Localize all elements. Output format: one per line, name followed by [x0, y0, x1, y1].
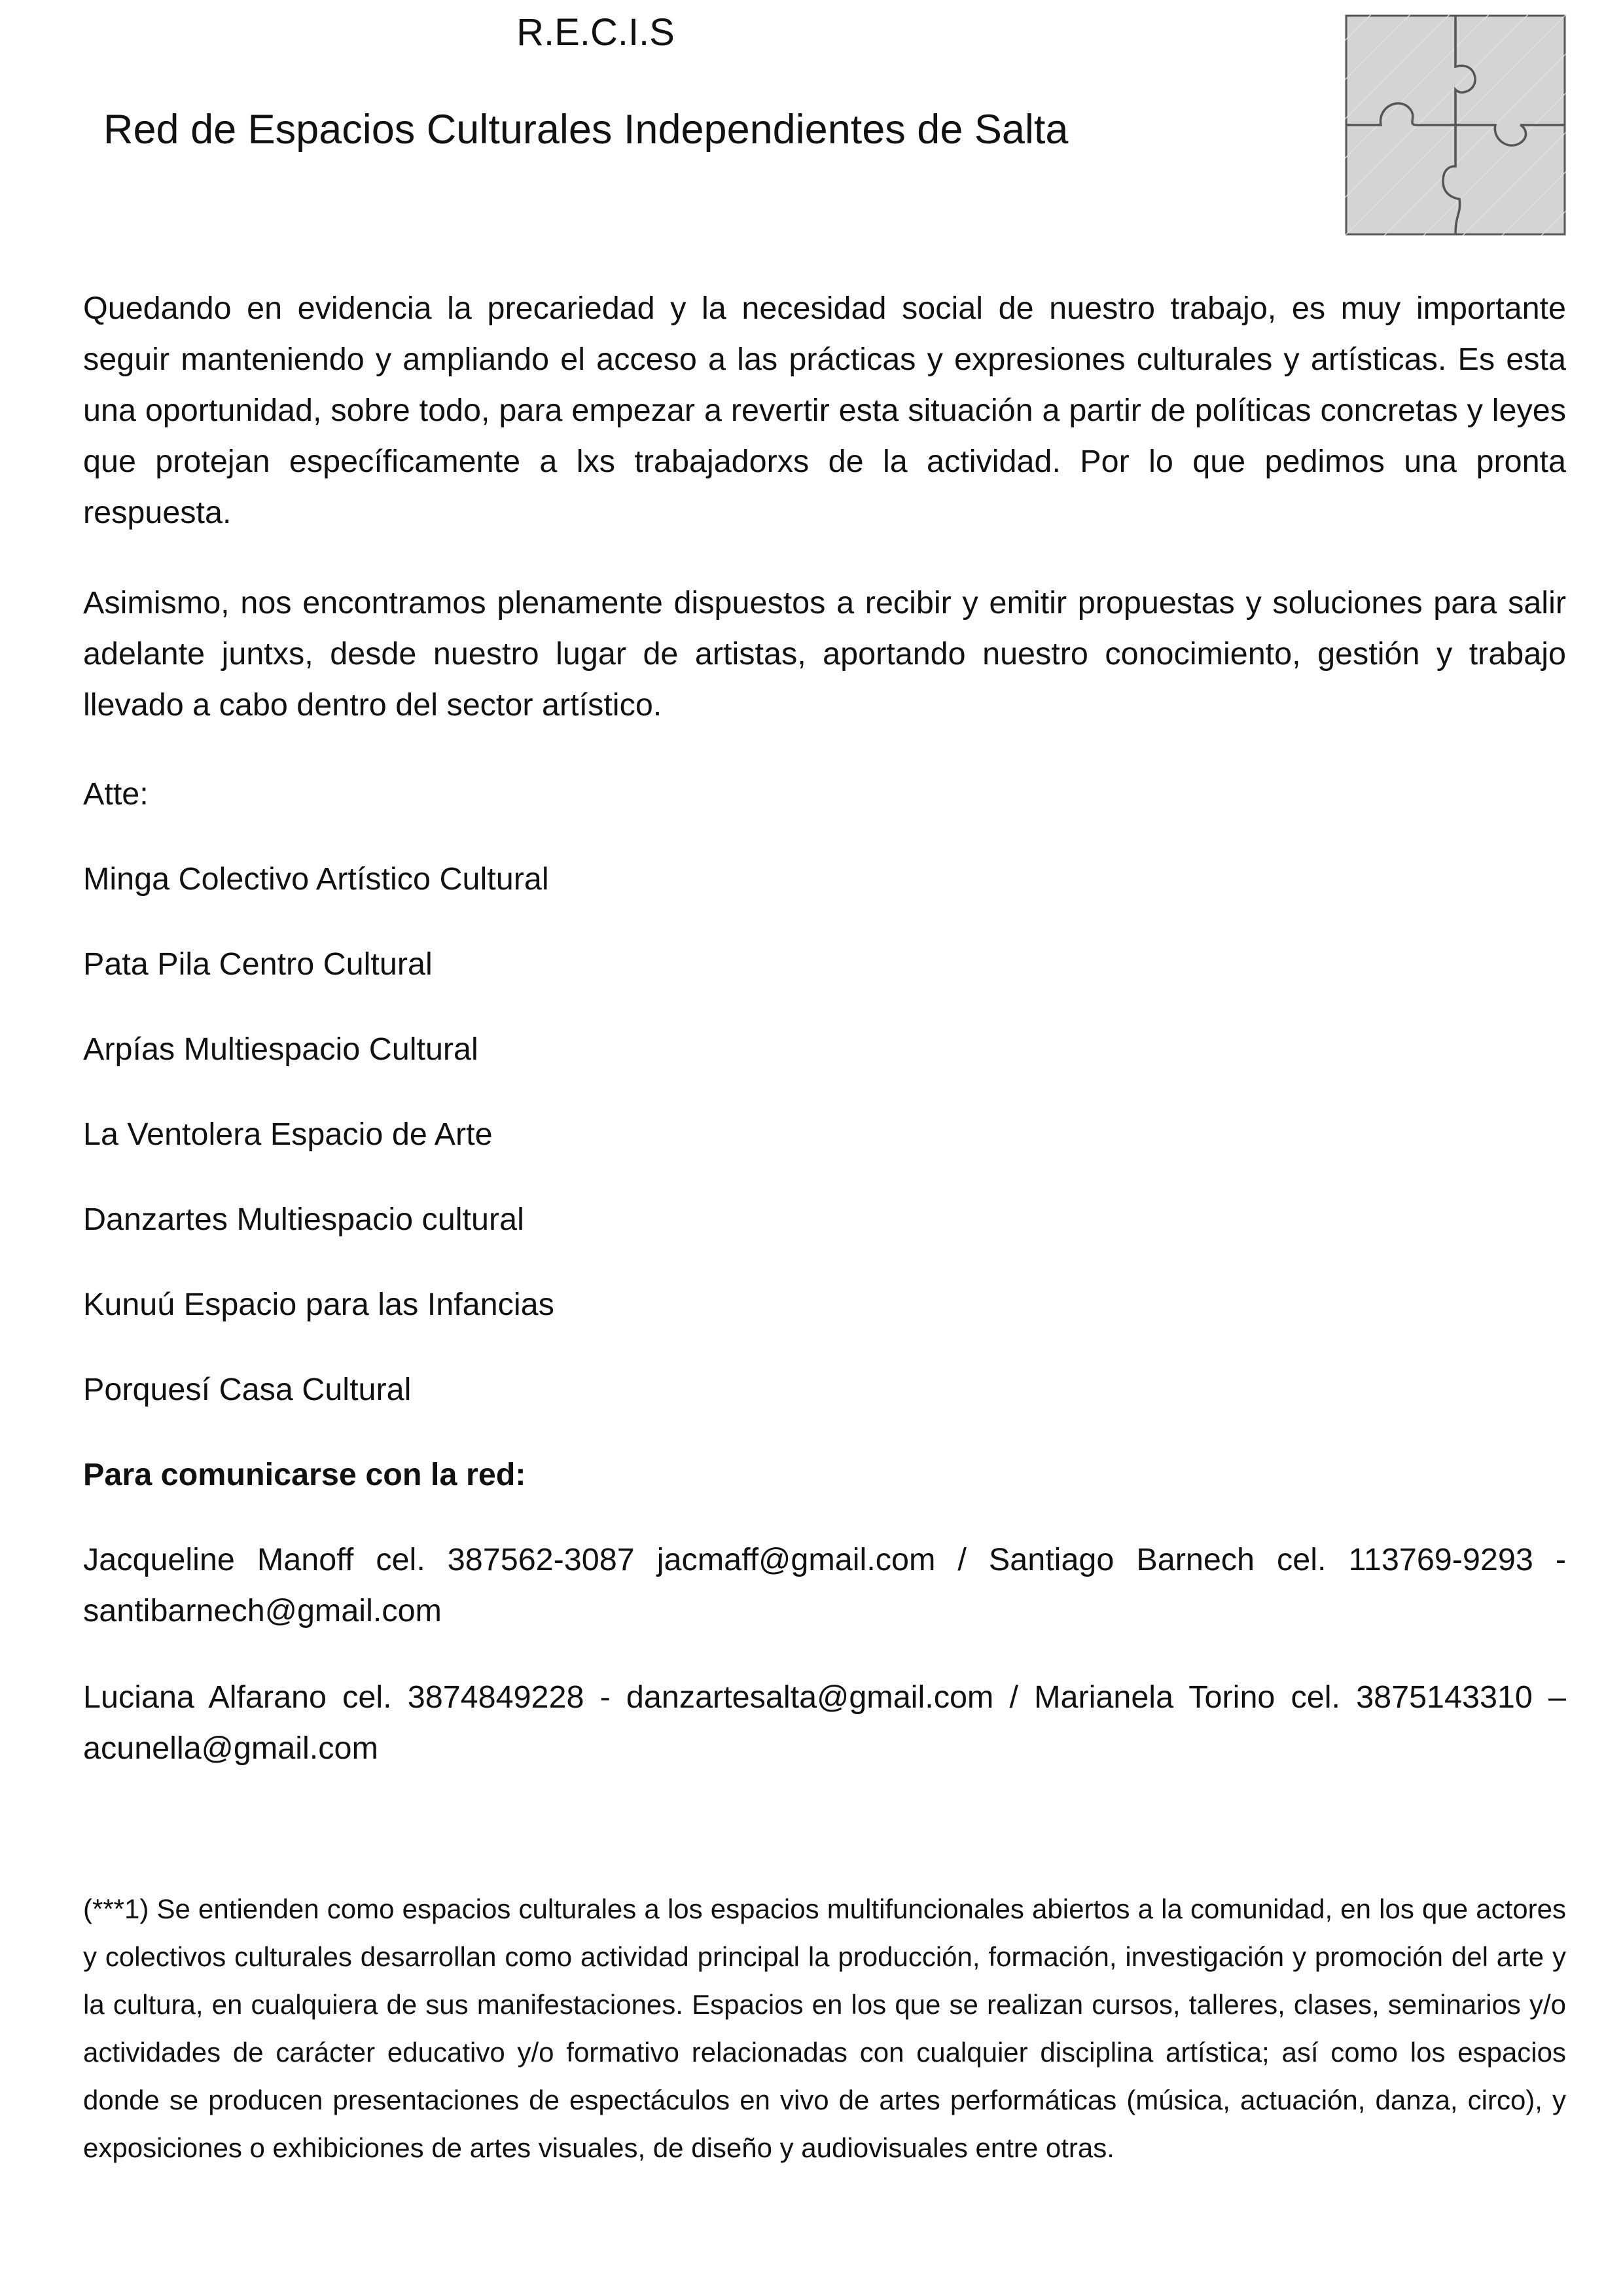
document-acronym: R.E.C.I.S — [516, 11, 675, 54]
signatory-item: Pata Pila Centro Cultural — [83, 946, 433, 982]
document-title: Red de Espacios Culturales Independientes de Salta — [103, 107, 1069, 152]
body-paragraph-2: Asimismo, nos encontramos plenamente dispuestos a recibir y emitir propuestas y soluciones para salir adelante juntxs, desde nuestro lugar de artistas, aportando nuestro conocimiento, gestión y trabajo llevado a cabo dentro del sector artístico. — [83, 585, 1566, 723]
signatory-item: Danzartes Multiespacio cultural — [83, 1202, 524, 1237]
footnote: (***1) Se entienden como espacios culturales a los espacios multifuncionales abiertos a la comunidad, en los que actores y colectivos culturales desarrollan como actividad principal la producción, formación, investigación y promoción del arte y la cultura, en cualquiera de sus manifestaciones. Espacios en los que se realizan cursos, talleres, clases, seminarios y/o actividades de carácter educativo y/o formativo relacionadas con cualquier disciplina artística; así como los espacios donde se producen presentaciones de espectáculos en vivo de artes performáticas (música, actuación, danza, circo), y exposiciones o exhibiciones de artes visuales, de diseño y audiovisuales entre otras. — [83, 1893, 1566, 2163]
contact-heading: Para comunicarse con la red: — [83, 1457, 526, 1492]
contact-line: Jacqueline Manoff cel. 387562-3087 jacmaff@gmail.com / Santiago Barnech cel. 113769-9293 - santibarnech@gmail.com — [83, 1542, 1566, 1628]
signatory-item: Porquesí Casa Cultural — [83, 1372, 412, 1407]
body-paragraph-1: Quedando en evidencia la precariedad y la necesidad social de nuestro trabajo, es muy importante seguir manteniendo y ampliando el acceso a las prácticas y expresiones culturales y artísticas. Es esta una oportunidad, sobre todo, para empezar a revertir esta situación a partir de políticas concretas y leyes que protejan específicamente a lxs trabajadorxs de la actividad. Por lo que pedimos una pronta respuesta. — [83, 291, 1566, 530]
puzzle-pieces-icon — [1345, 14, 1566, 236]
contact-line: Luciana Alfarano cel. 3874849228 - danzartesalta@gmail.com / Marianela Torino cel. 3875143310 – acunella@gmail.com — [83, 1679, 1566, 1766]
signatory-item: Minga Colectivo Artístico Cultural — [83, 861, 549, 897]
closing-salutation: Atte: — [83, 776, 149, 812]
signatory-item: La Ventolera Espacio de Arte — [83, 1117, 493, 1152]
signatory-item: Kunuú Espacio para las Infancias — [83, 1287, 554, 1322]
signatory-item: Arpías Multiespacio Cultural — [83, 1031, 478, 1067]
